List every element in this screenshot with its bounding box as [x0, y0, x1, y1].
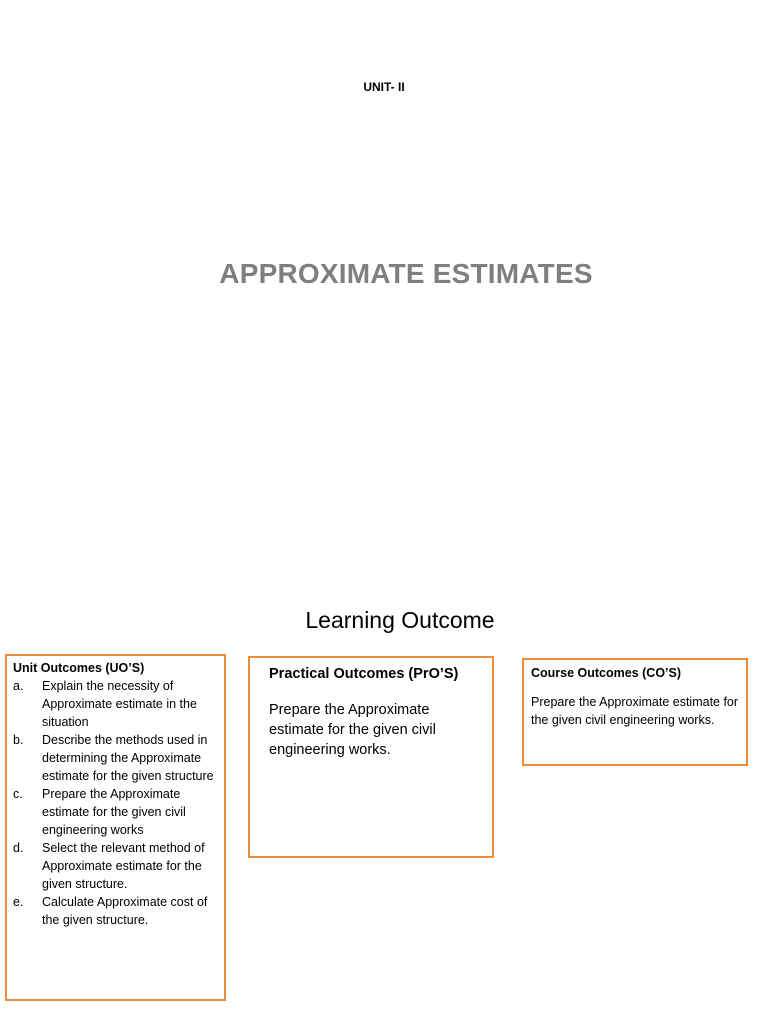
course-outcomes-title: Course Outcomes (CO’S): [531, 666, 682, 680]
list-item-text: Explain the necessity of Approximate estimate in the situation: [42, 679, 197, 729]
list-item: [13, 893, 218, 929]
practical-outcomes-title: Practical Outcomes (PrO’S): [269, 666, 459, 682]
course-outcomes-box: [522, 658, 748, 766]
page-title: APPROXIMATE ESTIMATES: [219, 258, 593, 289]
list-item: [13, 839, 218, 893]
list-item-text: Prepare the Approximate estimate for the given civil engineering works: [42, 787, 186, 837]
list-item-text: Select the relevant method of Approximate estimate for the given structure.: [42, 841, 205, 891]
practical-outcomes-box: [248, 656, 494, 858]
list-marker: c.: [13, 787, 23, 801]
learning-outcome-heading: Learning Outcome: [305, 607, 495, 633]
list-item: [13, 731, 218, 785]
practical-outcomes-text: Prepare the Approximate estimate for the given civil engineering works.: [269, 702, 436, 758]
list-item-text: Describe the methods used in determining the Approximate estimate for the given structure: [42, 733, 214, 783]
list-marker: e.: [13, 895, 24, 909]
unit-outcomes-box: [5, 654, 226, 1001]
unit-outcomes-list: [13, 677, 218, 929]
list-item: [13, 677, 218, 731]
unit-outcomes-title: Unit Outcomes (UO’S): [13, 661, 145, 675]
list-marker: b.: [13, 733, 24, 747]
list-item-text: Calculate Approximate cost of the given structure.: [42, 895, 208, 927]
list-marker: d.: [13, 841, 24, 855]
list-marker: a.: [13, 679, 24, 693]
list-item: [13, 785, 218, 839]
course-outcomes-text: Prepare the Approximate estimate for the given civil engineering works.: [531, 695, 739, 727]
unit-label: UNIT- II: [363, 80, 405, 94]
